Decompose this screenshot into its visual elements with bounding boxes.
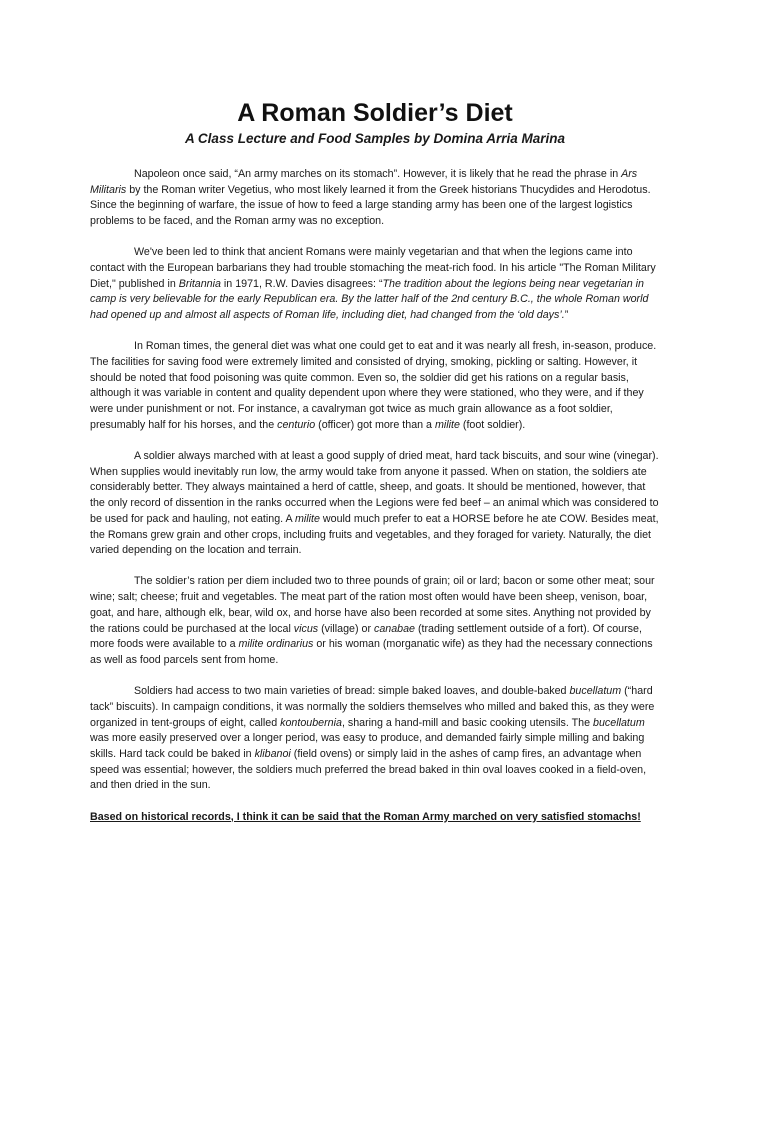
body-paragraph — [90, 449, 660, 559]
text-run: , sharing a hand-mill and basic cooking utensils. The — [341, 716, 594, 729]
text-run: (“hard tack” biscuits). In campaign conditions, it was normally the soldiers themselves who milled and baked this, as they were organized in tent-groups of eight, called — [90, 685, 655, 729]
italic-text-run: vicus — [293, 622, 319, 635]
italic-text-run: milite — [434, 418, 460, 431]
text-run: A soldier always marched with at least a good supply of dried meat, hard tack biscuits, and sour wine (vinegar). When supplies would inevitably run low, the army would take from anyone it passed. When on station, the soldiers ate considerably better. They always maintained a herd of cattle, sheep, and goats. It should be mentioned, however, that the only record of dissention in the ranks occurred when the Legions were fed beef – an animal which was considered to be used for pack and hauling, not eating. A — [90, 450, 659, 525]
closing-statement: Based on historical records, I think it can be said that the Roman Army marched on very satisfied stomachs! — [90, 810, 641, 823]
text-run: by the Roman writer Vegetius, who most likely learned it from the Greek historians Thucydides and Herodotus. Since the beginning of warfare, the issue of how to feed a large standing army has been one of the largest logistics problems to be faced, and the Roman army was no exception. — [90, 183, 651, 228]
document-body — [90, 167, 660, 794]
document-title: A Roman Soldier’s Diet — [237, 99, 513, 127]
document-page — [0, 98, 768, 1122]
text-run: ” — [564, 309, 569, 322]
text-run: The soldier’s ration per diem included two to three pounds of grain; oil or lard; bacon or some other meat; sour wine; salt; cheese; fruit and vegetables. The meat part of the ration most often would have been sheep, venison, boar, goat, and hare, although elk, bear, wild ox, and horse have also been recorded at some sites. Anything not provided by the rations could be purchased at the local — [90, 575, 655, 635]
document-subtitle: A Class Lecture and Food Samples by Domina Arria Marina — [184, 131, 566, 146]
text-run: in 1971, R.W. Davies disagrees: “ — [220, 277, 383, 290]
text-run: Soldiers had access to two main varieties of bread: simple baked loaves, and double-baked — [134, 685, 570, 698]
italic-text-run: Ars Militaris — [90, 168, 638, 196]
body-paragraph — [90, 245, 660, 324]
italic-text-run: Britannia — [178, 277, 221, 290]
italic-text-run: kontoubernia — [280, 716, 342, 729]
text-run: (officer) got more than a — [315, 418, 435, 431]
italic-text-run: centurio — [277, 418, 316, 431]
italic-text-run: bucellatum — [593, 716, 645, 729]
text-run: (village) or — [318, 622, 374, 635]
italic-text-run: The tradition about the legions being near vegetarian in camp is very believable for the early Republican era. By the latter half of the 2nd century B.C., the whole Roman world had opened up and almost all aspects of Roman life, including diet, had changed from the ‘old days’. — [90, 277, 649, 322]
text-run: In Roman times, the general diet was what one could get to eat and it was nearly all fresh, in-season, produce. The facilities for saving food were extremely limited and consisted of drying, smoking, pickling or salting. However, it should be noted that food poisoning was quite common. Even so, the soldier did get his rations on a regular basis, although it was variable in content and quality dependent upon where they were stationed, who they were, and if they were under punishment or not. For instance, a cavalryman got twice as much grain allowance as a foot soldier, presumably half for his horses, and the — [90, 340, 657, 431]
italic-text-run: canabae — [373, 622, 415, 635]
italic-text-run: klibanoi — [254, 748, 291, 760]
text-run: We've been led to think that ancient Romans were mainly vegetarian and that when the legions came into contact with the European barbarians they had trouble stomaching the meat-rich food. In his article "The Roman Military Diet," published in — [90, 246, 656, 290]
text-run: was more easily preserved over a longer period, was easy to produce, and demanded fairly simple milling and baking skills. Hard tack could be baked in — [90, 732, 645, 760]
body-paragraph — [90, 339, 660, 433]
italic-text-run: milite — [295, 512, 320, 525]
text-run: Napoleon once said, “An army marches on its stomach”. However, it is likely that he read the phrase in — [134, 168, 622, 180]
body-paragraph — [90, 574, 660, 668]
body-paragraph — [90, 167, 660, 230]
text-run: (field ovens) or simply laid in the ashes of camp fires, an advantage when speed was essential; however, the soldiers much preferred the bread baked in thin oval loaves cooked in a field-oven, and then dried in the sun. — [90, 748, 647, 792]
italic-text-run: bucellatum — [569, 685, 622, 698]
text-run: (trading settlement outside of a fort). Of course, more foods were available to a — [90, 622, 642, 651]
text-run: or his woman (morganatic wife) as they had the necessary connections as well as food parcels sent from home. — [90, 638, 653, 666]
text-run: would much prefer to eat a HORSE before he ate COW. Besides meat, the Romans grew grain and other crops, including fruits and vegetables, and they foraged for variety. Naturally, the diet varied depending on the location and terrain. — [90, 512, 659, 557]
body-paragraph — [90, 684, 660, 794]
italic-text-run: milite ordinarius — [238, 638, 314, 651]
text-run: (foot soldier). — [459, 418, 526, 431]
